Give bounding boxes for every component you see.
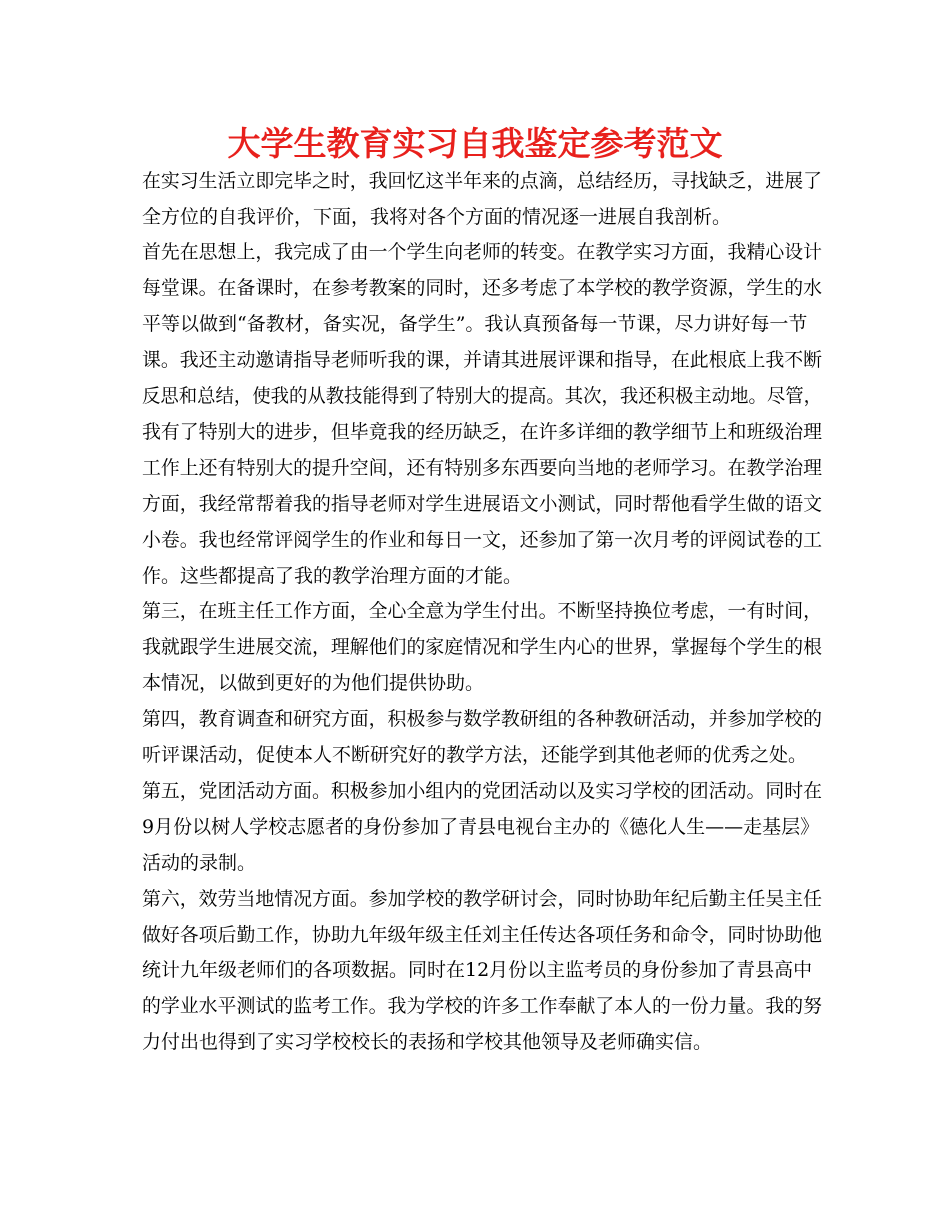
body-line: 第六，效劳当地情况方面。参加学校的教学研讨会，同时协助年纪后勤主任吴主任 xyxy=(142,888,823,910)
body-line: 首先在思想上，我完成了由一个学生向老师的转变。在教学实习方面，我精心设计 xyxy=(142,241,823,263)
body-line: 本情况，以做到更好的为他们提供协助。 xyxy=(142,672,485,694)
body-line: 第三，在班主任工作方面，全心全意为学生付出。不断坚持换位考虑，一有时间， xyxy=(142,600,823,622)
body-line: 每堂课。在备课时，在参考教案的同时，还多考虑了本学校的教学资源，学生的水 xyxy=(142,277,823,299)
body-line: 方面，我经常帮着我的指导老师对学生进展语文小测试，同时帮他看学生做的语文 xyxy=(142,493,823,515)
document-title: 大学生教育实习自我鉴定参考范文 xyxy=(227,124,723,163)
body-line: 全方位的自我评价，下面，我将对各个方面的情况逐一进展自我剖析。 xyxy=(142,206,732,228)
body-line: 在实习生活立即完毕之时，我回忆这半年来的点滴，总结经历，寻找缺乏，进展了 xyxy=(142,170,823,192)
body-line: 听评课活动，促使本人不断研究好的教学方法，还能学到其他老师的优秀之处。 xyxy=(142,744,808,766)
body-line: 反思和总结，使我的从教技能得到了特别大的提高。其次，我还积极主动地。尽管， xyxy=(142,385,823,407)
body-line: 平等以做到“备教材，备实况，备学生”。我认真预备每一节课，尽力讲好每一节 xyxy=(142,313,808,335)
body-line: 统计九年级老师们的各项数据。同时在12月份以主监考员的身份参加了青县高中 xyxy=(142,959,813,981)
body-line: 课。我还主动邀请指导老师听我的课，并请其进展评课和指导，在此根底上我不断 xyxy=(142,349,823,371)
body-line: 的学业水平测试的监考工作。我为学校的许多工作奉献了本人的一份力量。我的努 xyxy=(142,995,823,1017)
body-line: 做好各项后勤工作，协助九年级年级主任刘主任传达各项任务和命令，同时协助他 xyxy=(142,924,823,946)
body-line: 小卷。我也经常评阅学生的作业和每日一文，还参加了第一次月考的评阅试卷的工 xyxy=(142,529,823,551)
body-line: 我就跟学生进展交流，理解他们的家庭情况和学生内心的世界，掌握每个学生的根 xyxy=(142,636,823,658)
body-line: 9月份以树人学校志愿者的身份参加了青县电视台主办的《德化人生——走基层》 xyxy=(142,816,820,838)
body-line: 力付出也得到了实习学校校长的表扬和学校其他领导及老师确实信。 xyxy=(142,1031,713,1053)
body-line: 第四，教育调查和研究方面，积极参与数学教研组的各种教研活动，并参加学校的 xyxy=(142,708,823,730)
body-line: 第五，党团活动方面。积极参加小组内的党团活动以及实习学校的团活动。同时在 xyxy=(142,780,823,802)
body-line: 作。这些都提高了我的教学治理方面的才能。 xyxy=(142,565,523,587)
body-line: 工作上还有特别大的提升空间，还有特别多东西要向当地的老师学习。在教学治理 xyxy=(142,457,823,479)
body-line: 活动的录制。 xyxy=(142,852,257,874)
body-line: 我有了特别大的进步，但毕竟我的经历缺乏，在许多详细的教学细节上和班级治理 xyxy=(142,421,823,443)
